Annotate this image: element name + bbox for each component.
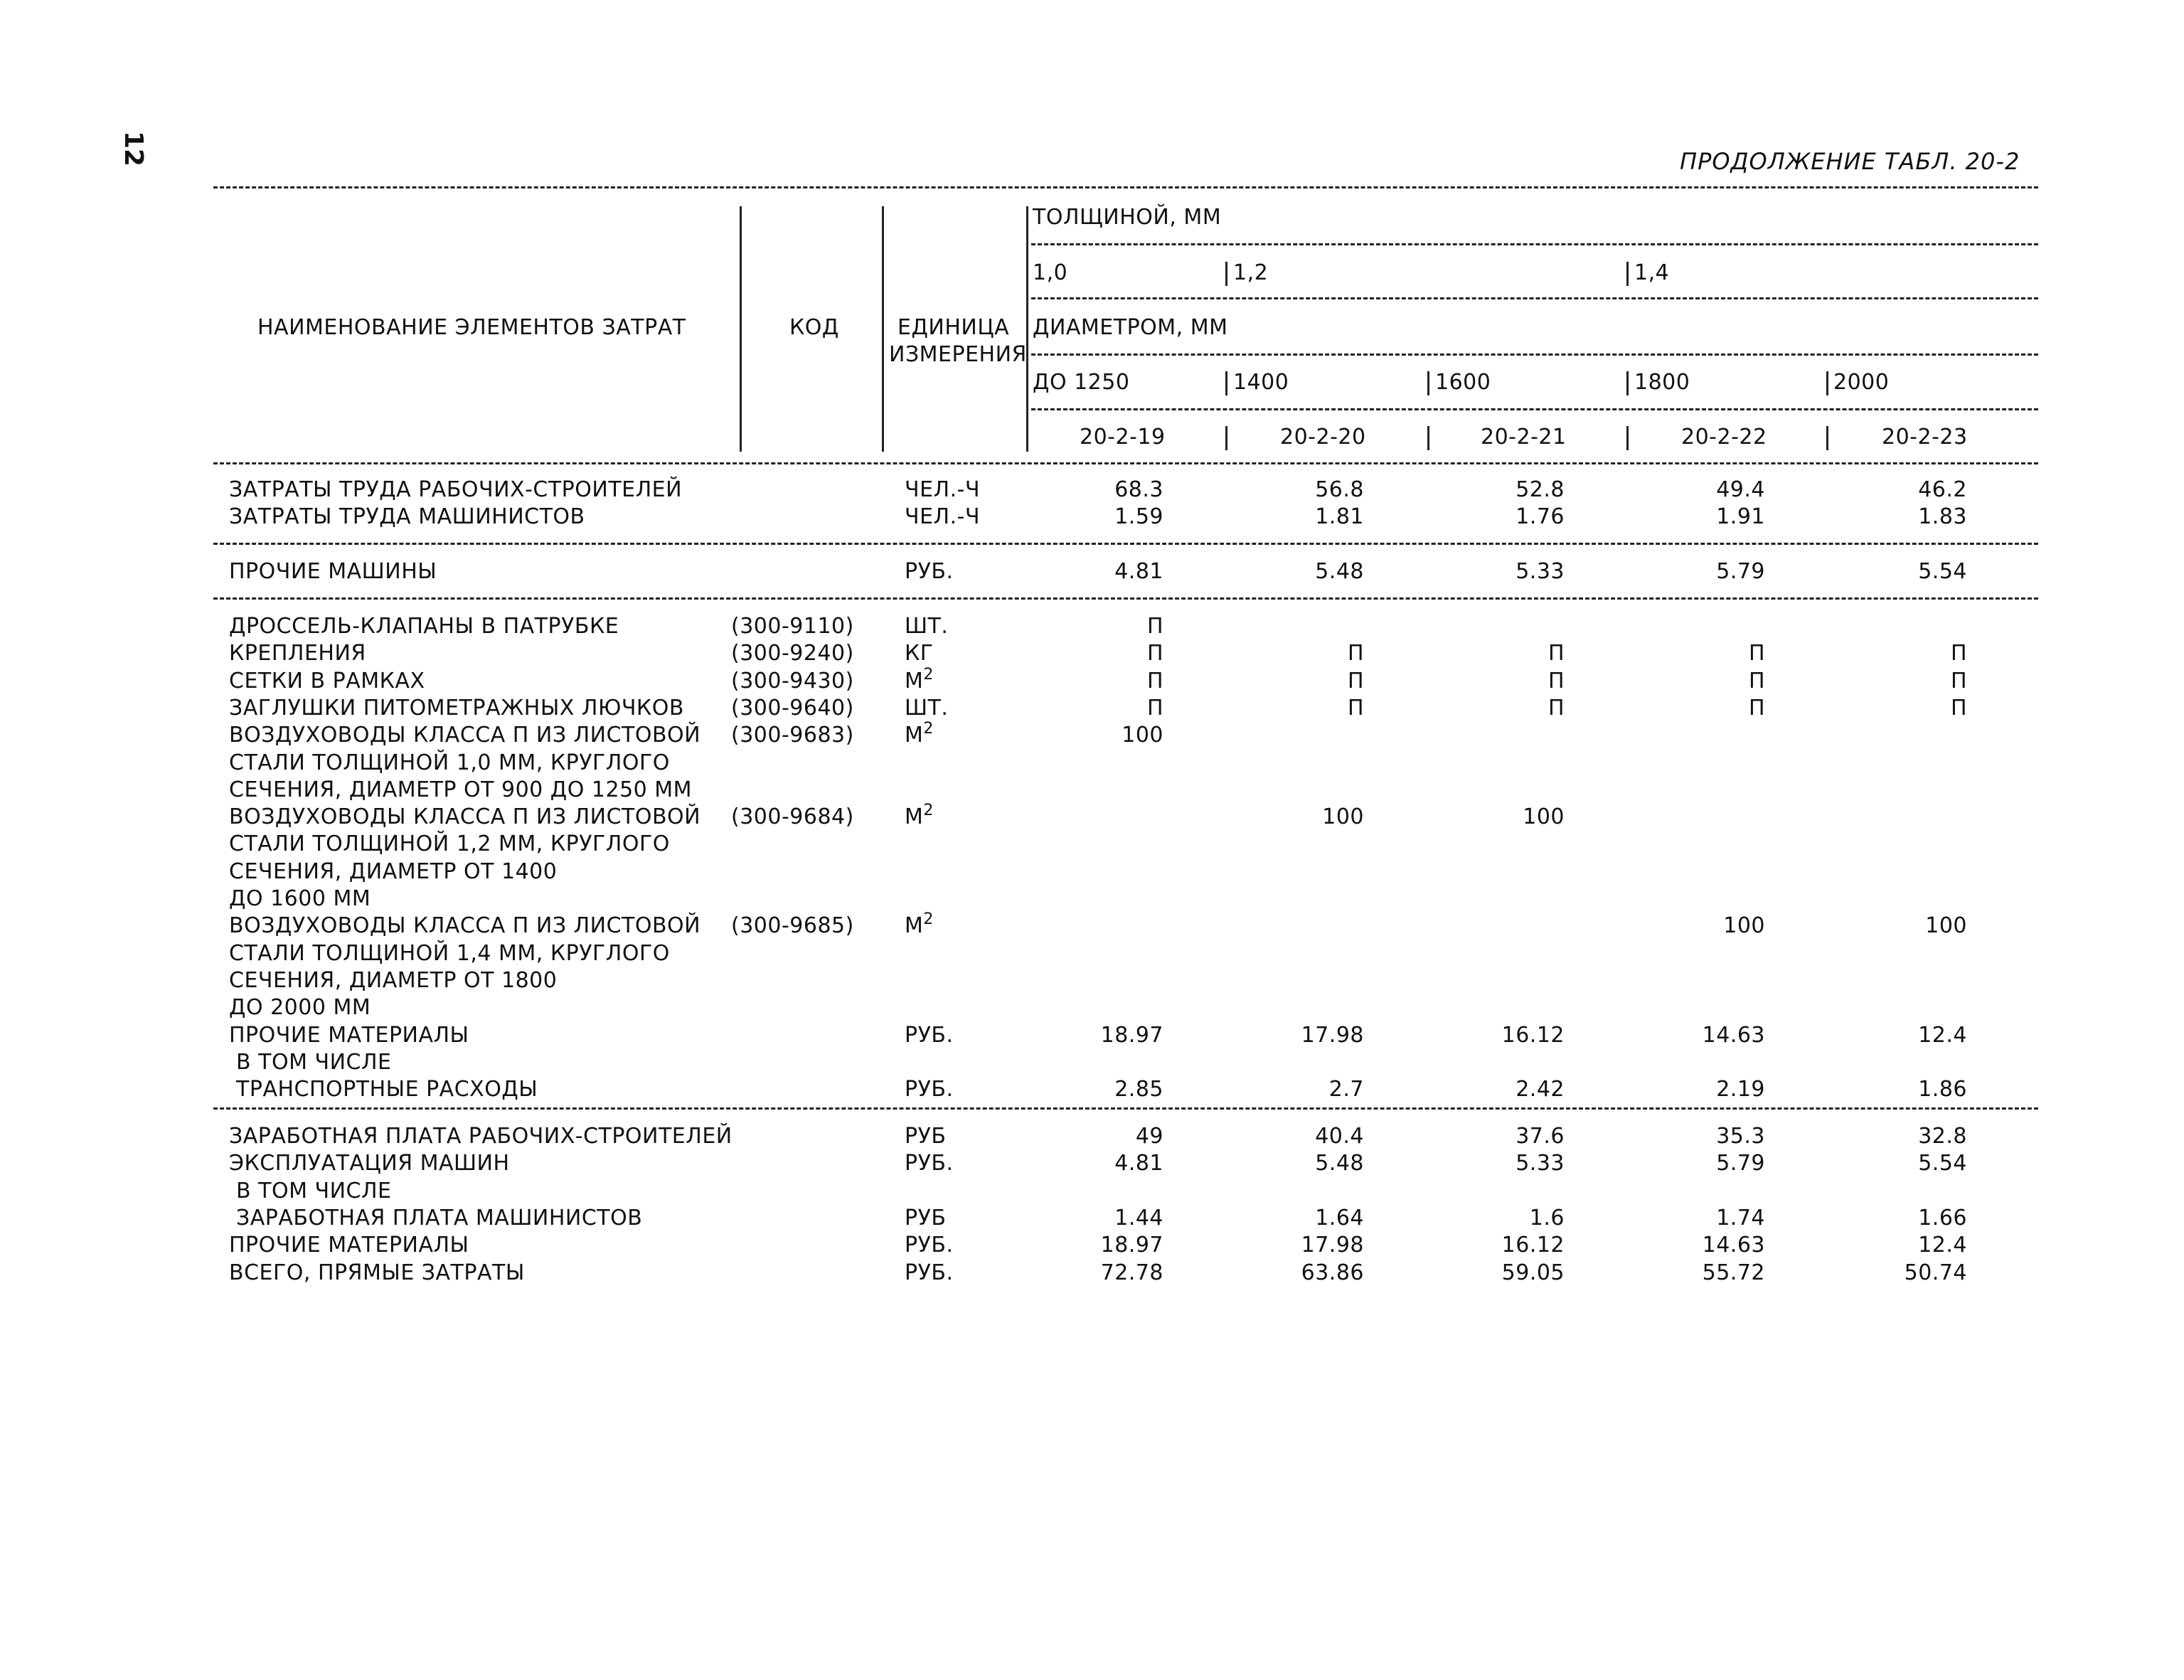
row-name: СЕТКИ В РАМКАХ xyxy=(229,668,425,693)
cell-value: 59.05 xyxy=(1501,1260,1565,1285)
cell-value: 2.42 xyxy=(1516,1077,1565,1102)
cell-value: 5.48 xyxy=(1315,559,1364,584)
cell-value: П xyxy=(1748,695,1765,721)
row-name: В ТОМ ЧИСЛЕ xyxy=(229,1178,392,1203)
cell-value: 100 xyxy=(1122,723,1163,748)
cell-value: 49 xyxy=(1135,1124,1163,1149)
cell-value: 100 xyxy=(1925,913,1967,939)
header-thickness-1: 1,0 xyxy=(1033,260,1068,285)
cell-value: 49.4 xyxy=(1716,477,1765,502)
cell-value: П xyxy=(1146,614,1163,639)
cell-value: 5.54 xyxy=(1918,1151,1967,1176)
cell-value: П xyxy=(1347,668,1364,693)
unit-superscript: 2 xyxy=(923,802,934,820)
row-unit: РУБ. xyxy=(905,559,954,584)
cell-value: 16.12 xyxy=(1501,1022,1565,1048)
cell-value: 56.8 xyxy=(1315,477,1364,502)
header-diameter-1: ДО 1250 xyxy=(1033,370,1130,395)
row-unit: ШТ. xyxy=(905,695,949,721)
row-unit: $М^2$ xyxy=(905,802,934,830)
row-code: (300-9683) xyxy=(731,723,854,748)
cell-value: П xyxy=(1950,695,1967,721)
cell-value: 5.33 xyxy=(1516,559,1565,584)
cell-value: 1.74 xyxy=(1716,1205,1765,1230)
row-name: СЕЧЕНИЯ, ДИАМЕТР ОТ 1400 xyxy=(229,858,558,884)
row-name: ДРОССЕЛЬ-КЛАПАНЫ В ПАТРУБКЕ xyxy=(229,614,619,639)
row-name: ВОЗДУХОВОДЫ КЛАССА П ИЗ ЛИСТОВОЙ xyxy=(229,913,701,939)
cell-value: 1.81 xyxy=(1315,504,1364,530)
cell-value: П xyxy=(1950,641,1967,666)
cell-value: 63.86 xyxy=(1301,1260,1364,1285)
cell-value: 5.54 xyxy=(1918,559,1967,584)
row-name: ЗАТРАТЫ ТРУДА МАШИНИСТОВ xyxy=(229,504,585,530)
section-rule xyxy=(213,597,2038,600)
row-name: ЗАГЛУШКИ ПИТОМЕТРАЖНЫХ ЛЮЧКОВ xyxy=(229,695,684,721)
header-name-col: НАИМЕНОВАНИЕ ЭЛЕМЕНТОВ ЗАТРАТ xyxy=(257,315,686,340)
cell-value: П xyxy=(1347,641,1364,666)
header-thickness-3: 1,4 xyxy=(1634,260,1670,285)
row-name: ПРОЧИЕ МАТЕРИАЛЫ xyxy=(229,1233,469,1258)
cell-value: 12.4 xyxy=(1918,1022,1967,1048)
cell-value: 17.98 xyxy=(1301,1022,1364,1048)
cell-value: 12.4 xyxy=(1918,1233,1967,1258)
header-divider-1 xyxy=(740,206,742,452)
header-diameter-label: ДИАМЕТРОМ, ММ xyxy=(1033,315,1228,340)
header-diameter-4: 1800 xyxy=(1634,370,1690,395)
cell-value: 68.3 xyxy=(1114,477,1163,502)
cell-value: 18.97 xyxy=(1100,1022,1163,1048)
cell-value: 16.12 xyxy=(1501,1233,1565,1258)
header-rule-1 xyxy=(1031,243,2038,245)
cell-value: П xyxy=(1146,668,1163,693)
row-unit: РУБ xyxy=(905,1124,947,1149)
cell-value: 35.3 xyxy=(1716,1124,1765,1149)
cell-value: 100 xyxy=(1523,804,1565,830)
cell-value: 18.97 xyxy=(1100,1233,1163,1258)
row-code: (300-9685) xyxy=(731,913,854,939)
row-name: ПРОЧИЕ МАШИНЫ xyxy=(229,559,437,584)
cell-value: 52.8 xyxy=(1516,477,1565,502)
cell-value: 72.78 xyxy=(1100,1260,1163,1285)
cell-value: 46.2 xyxy=(1918,477,1967,502)
row-name: СТАЛИ ТОЛЩИНОЙ 1,2 ММ, КРУГЛОГО xyxy=(229,831,670,857)
header-code-col: КОД xyxy=(789,315,839,340)
cell-value: 37.6 xyxy=(1516,1124,1565,1149)
cell-value: 1.91 xyxy=(1716,504,1765,530)
header-bottom-rule xyxy=(213,462,2038,464)
row-unit: РУБ. xyxy=(905,1022,954,1048)
cell-value: 17.98 xyxy=(1301,1233,1364,1258)
cell-value: 5.79 xyxy=(1716,559,1765,584)
header-thickness-label: ТОЛЩИНОЙ, ММ xyxy=(1033,205,1222,230)
cell-value: 5.33 xyxy=(1516,1151,1565,1176)
cell-value: 1.44 xyxy=(1114,1205,1163,1230)
table-top-rule xyxy=(213,186,2038,188)
row-name: ЭКСПЛУАТАЦИЯ МАШИН xyxy=(229,1151,510,1176)
header-unit-line2: ИЗМЕРЕНИЯ xyxy=(889,342,1027,367)
cell-value: 5.48 xyxy=(1315,1151,1364,1176)
cell-value: П xyxy=(1748,641,1765,666)
row-unit: $М^2$ xyxy=(905,665,934,693)
page-number: 12 xyxy=(119,131,148,167)
diameter-divider xyxy=(1225,371,1227,395)
row-unit: РУБ. xyxy=(905,1260,954,1285)
header-rule-2 xyxy=(1031,297,2038,299)
cell-value: 5.79 xyxy=(1716,1151,1765,1176)
table-continuation-caption: ПРОДОЛЖЕНИЕ ТАБЛ. 20-2 xyxy=(1680,148,2020,175)
header-thickness-2: 1,2 xyxy=(1233,260,1269,285)
cell-value: 4.81 xyxy=(1114,559,1163,584)
code-divider xyxy=(1626,426,1629,450)
row-name: ДО 2000 ММ xyxy=(229,995,371,1021)
row-name: В ТОМ ЧИСЛЕ xyxy=(229,1049,392,1075)
header-diameter-2: 1400 xyxy=(1233,370,1289,395)
header-diameter-5: 2000 xyxy=(1833,370,1890,395)
header-code-3: 20-2-21 xyxy=(1481,425,1567,450)
header-code-5: 20-2-23 xyxy=(1882,425,1968,450)
cell-value: 1.66 xyxy=(1918,1205,1967,1230)
header-code-1: 20-2-19 xyxy=(1080,425,1166,450)
code-divider xyxy=(1225,426,1227,450)
code-divider xyxy=(1427,426,1429,450)
row-unit: РУБ xyxy=(905,1205,947,1230)
row-name: ДО 1600 ММ xyxy=(229,886,371,911)
cell-value: 1.59 xyxy=(1114,504,1163,530)
row-name: ЗАРАБОТНАЯ ПЛАТА РАБОЧИХ-СТРОИТЕЛЕЙ xyxy=(229,1124,733,1149)
row-unit: КГ xyxy=(905,641,934,666)
cell-value: 55.72 xyxy=(1702,1260,1765,1285)
row-unit: $М^2$ xyxy=(905,720,934,748)
cell-value: П xyxy=(1950,668,1967,693)
cell-value: 40.4 xyxy=(1315,1124,1364,1149)
row-name: СТАЛИ ТОЛЩИНОЙ 1,4 ММ, КРУГЛОГО xyxy=(229,940,670,966)
cell-value: П xyxy=(1146,641,1163,666)
row-name: СЕЧЕНИЯ, ДИАМЕТР ОТ 900 ДО 1250 ММ xyxy=(229,777,693,802)
header-diameter-3: 1600 xyxy=(1435,370,1491,395)
cell-value: 2.7 xyxy=(1328,1077,1364,1102)
header-rule-4 xyxy=(1031,408,2038,410)
row-name: ЗАТРАТЫ ТРУДА РАБОЧИХ-СТРОИТЕЛЕЙ xyxy=(229,477,683,502)
row-name: ВОЗДУХОВОДЫ КЛАССА П ИЗ ЛИСТОВОЙ xyxy=(229,723,701,748)
row-code: (300-9430) xyxy=(731,668,854,693)
cell-value: 1.6 xyxy=(1529,1205,1565,1230)
unit-superscript: 2 xyxy=(923,665,934,684)
cell-value: 1.83 xyxy=(1918,504,1967,530)
cell-value: П xyxy=(1548,668,1565,693)
cell-value: 32.8 xyxy=(1918,1124,1967,1149)
header-divider-2 xyxy=(882,206,884,452)
row-name: КРЕПЛЕНИЯ xyxy=(229,641,366,666)
row-name: ПРОЧИЕ МАТЕРИАЛЫ xyxy=(229,1022,469,1048)
thickness-divider xyxy=(1225,262,1227,286)
section-rule xyxy=(213,1107,2038,1110)
cell-value: П xyxy=(1146,695,1163,721)
cell-value: 14.63 xyxy=(1702,1233,1765,1258)
header-divider-3 xyxy=(1026,206,1028,452)
unit-superscript: 2 xyxy=(923,720,934,738)
cell-value: 1.76 xyxy=(1516,504,1565,530)
row-code: (300-9640) xyxy=(731,695,854,721)
thickness-divider xyxy=(1626,262,1629,286)
diameter-divider xyxy=(1427,371,1429,395)
row-code: (300-9110) xyxy=(731,614,854,639)
row-unit: ЧЕЛ.-Ч xyxy=(905,477,981,502)
row-name: ТРАНСПОРТНЫЕ РАСХОДЫ xyxy=(229,1077,538,1102)
cell-value: П xyxy=(1548,695,1565,721)
header-rule-3 xyxy=(1031,353,2038,356)
row-name: ВОЗДУХОВОДЫ КЛАССА П ИЗ ЛИСТОВОЙ xyxy=(229,804,701,830)
row-unit: $М^2$ xyxy=(905,910,934,939)
unit-superscript: 2 xyxy=(923,910,934,929)
header-code-2: 20-2-20 xyxy=(1280,425,1366,450)
cell-value: 100 xyxy=(1723,913,1765,939)
code-divider xyxy=(1826,426,1828,450)
cell-value: 2.19 xyxy=(1716,1077,1765,1102)
cell-value: П xyxy=(1548,641,1565,666)
cell-value: 1.86 xyxy=(1918,1077,1967,1102)
diameter-divider xyxy=(1826,371,1828,395)
row-code: (300-9684) xyxy=(731,804,854,830)
row-code: (300-9240) xyxy=(731,641,854,666)
cell-value: 100 xyxy=(1322,804,1364,830)
cell-value: П xyxy=(1347,695,1364,721)
cell-value: 50.74 xyxy=(1904,1260,1967,1285)
row-name: СЕЧЕНИЯ, ДИАМЕТР ОТ 1800 xyxy=(229,967,558,993)
cell-value: П xyxy=(1748,668,1765,693)
section-rule xyxy=(213,543,2038,545)
header-code-4: 20-2-22 xyxy=(1681,425,1767,450)
diameter-divider xyxy=(1626,371,1629,395)
cell-value: 14.63 xyxy=(1702,1022,1765,1048)
cell-value: 2.85 xyxy=(1114,1077,1163,1102)
row-name: СТАЛИ ТОЛЩИНОЙ 1,0 ММ, КРУГЛОГО xyxy=(229,750,670,775)
row-unit: ЧЕЛ.-Ч xyxy=(905,504,981,530)
row-unit: ШТ. xyxy=(905,614,949,639)
row-unit: РУБ. xyxy=(905,1151,954,1176)
row-name: ЗАРАБОТНАЯ ПЛАТА МАШИНИСТОВ xyxy=(229,1205,643,1230)
row-unit: РУБ. xyxy=(905,1233,954,1258)
cell-value: 1.64 xyxy=(1315,1205,1364,1230)
row-name: ВСЕГО, ПРЯМЫЕ ЗАТРАТЫ xyxy=(229,1260,525,1285)
row-unit: РУБ. xyxy=(905,1077,954,1102)
header-unit-line1: ЕДИНИЦА xyxy=(897,315,1010,340)
cell-value: 4.81 xyxy=(1114,1151,1163,1176)
